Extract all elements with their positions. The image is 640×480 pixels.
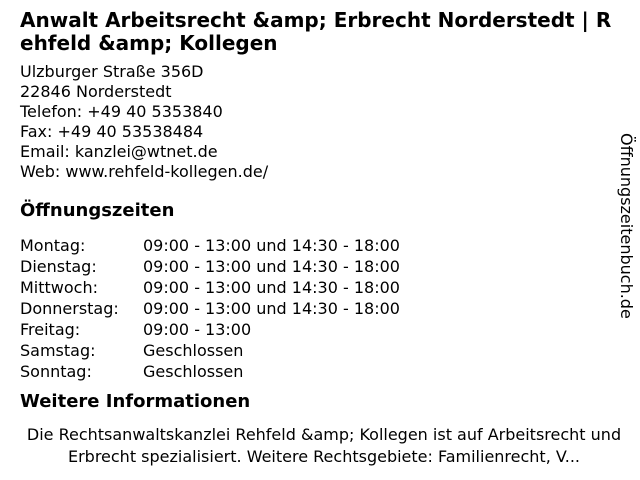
time-value: Geschlossen: [143, 362, 244, 381]
hours-row-wednesday: [20, 277, 640, 298]
time-value: 09:00 - 13:00: [143, 320, 252, 339]
hours-row-thursday: [20, 298, 640, 319]
day-label: Mittwoch:: [20, 278, 98, 297]
hours-row-saturday: [20, 340, 640, 361]
watermark-vertical-text: Öffnungszeitenbuch.de: [617, 133, 636, 319]
contact-block: [20, 62, 640, 182]
day-label: Dienstag:: [20, 257, 97, 276]
day-label: Sonntag:: [20, 362, 92, 381]
day-label: Donnerstag:: [20, 299, 119, 318]
hours-row-sunday: [20, 361, 640, 382]
time-value: 09:00 - 13:00 und 14:30 - 18:00: [143, 278, 400, 297]
time-value: Geschlossen: [143, 341, 244, 360]
time-value: 09:00 - 13:00 und 14:30 - 18:00: [143, 299, 400, 318]
hours-heading: Öffnungszeiten: [20, 200, 175, 221]
hours-row-tuesday: [20, 256, 640, 277]
fax-line: Fax: +49 40 53538484: [20, 122, 204, 141]
address-street: Ulzburger Straße 356D: [20, 62, 204, 81]
phone-line: Telefon: +49 40 5353840: [20, 102, 223, 121]
hours-row-friday: [20, 319, 640, 340]
address-city: 22846 Norderstedt: [20, 82, 172, 101]
web-line: Web: www.rehfeld-kollegen.de/: [20, 162, 269, 181]
more-info-heading: Weitere Informationen: [20, 391, 251, 412]
email-line: Email: kanzlei@wtnet.de: [20, 142, 218, 161]
hours-table: [20, 235, 640, 382]
page-title: Anwalt Arbeitsrecht &amp; Erbrecht Norderstedt | Rehfeld &amp; Kollegen: [20, 8, 612, 55]
day-label: Samstag:: [20, 341, 96, 360]
description-text: Die Rechtsanwaltskanzlei Rehfeld &amp; Kollegen ist auf Arbeitsrecht und Erbrecht spezialisiert. Weitere Rechtsgebiete: Familienrecht, V...: [26, 425, 622, 466]
day-label: Montag:: [20, 236, 86, 255]
time-value: 09:00 - 13:00 und 14:30 - 18:00: [143, 257, 400, 276]
day-label: Freitag:: [20, 320, 81, 339]
time-value: 09:00 - 13:00 und 14:30 - 18:00: [143, 236, 400, 255]
hours-row-monday: [20, 235, 640, 256]
